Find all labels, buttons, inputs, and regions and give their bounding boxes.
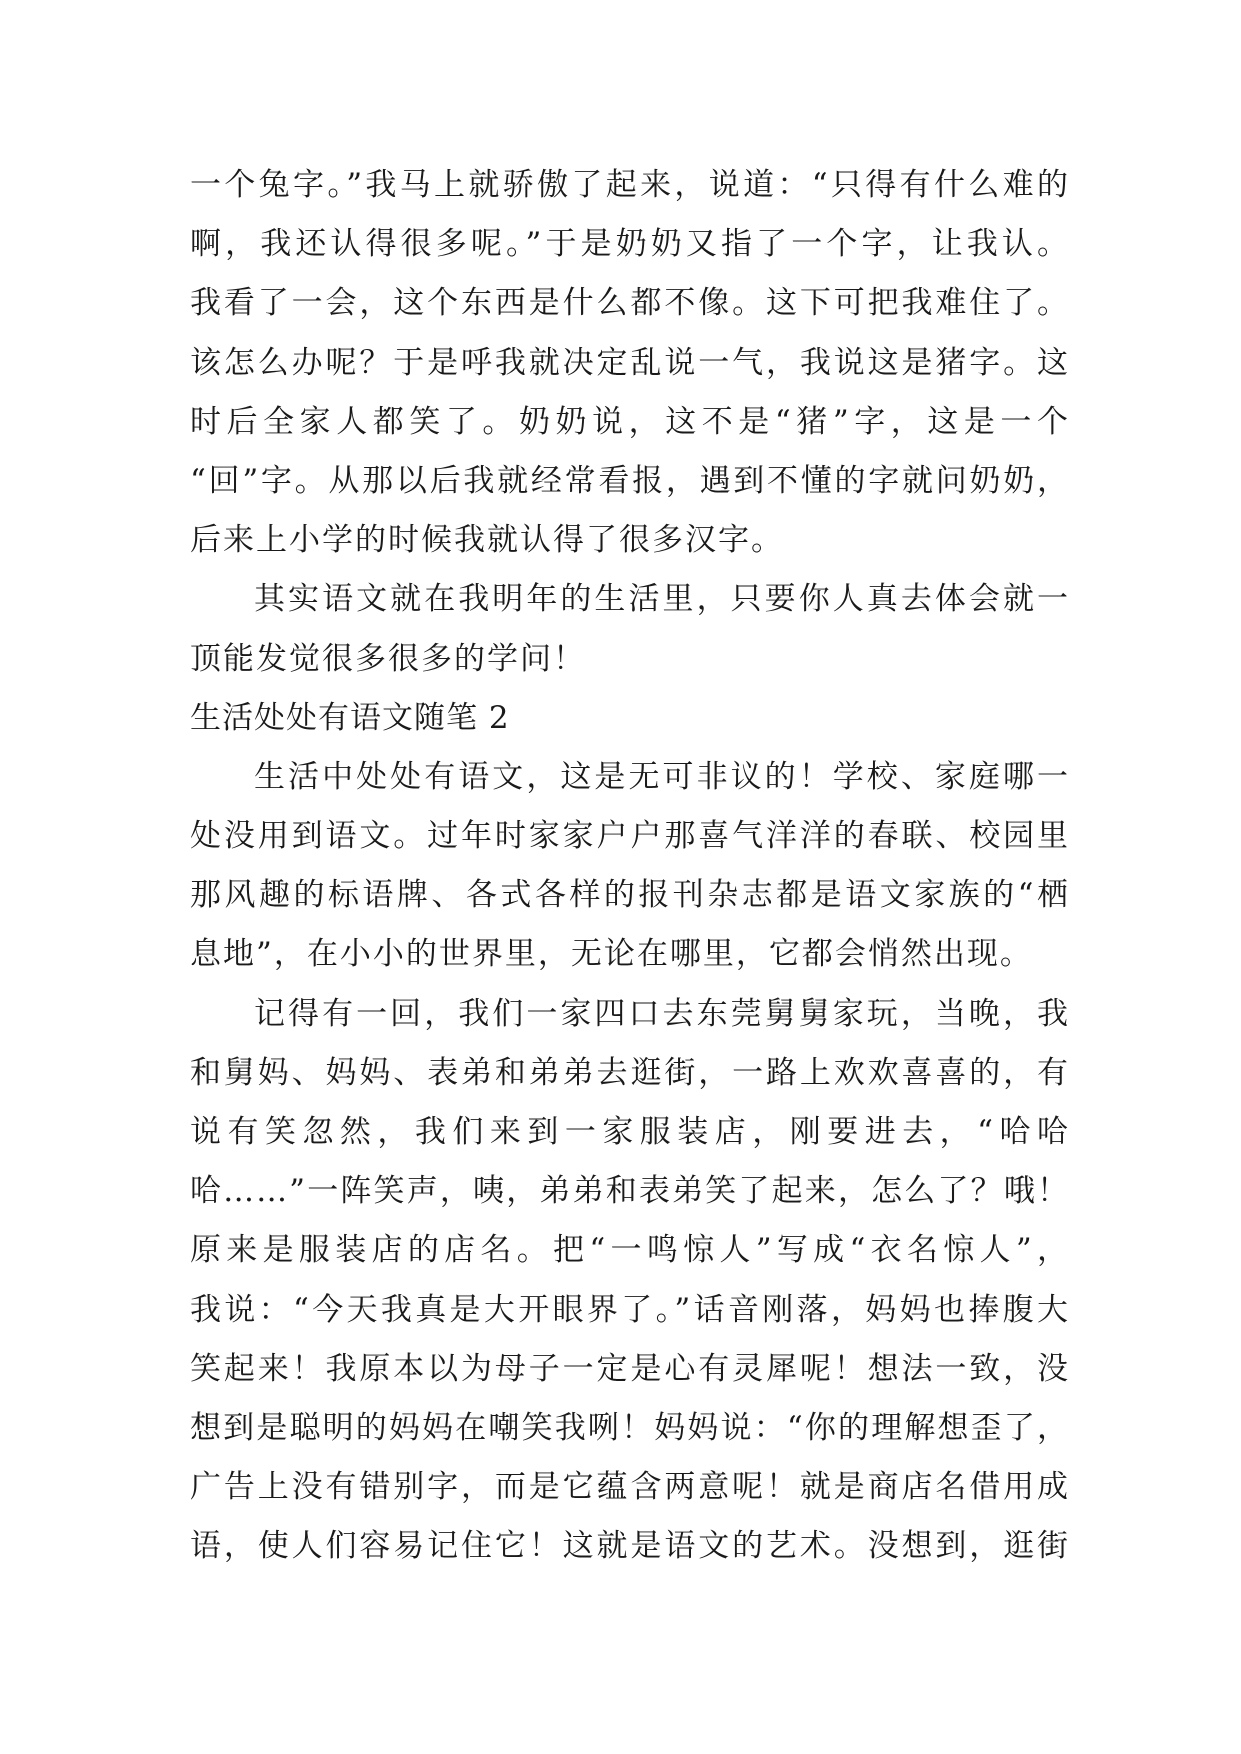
document-body — [190, 156, 1070, 1577]
paragraph-4 — [190, 985, 1070, 1577]
text-line: “回”字。从那以后我就经常看报，遇到不懂的字就问奶奶， — [190, 462, 1070, 499]
text-line: 哈……”一阵笑声，咦，弟弟和表弟笑了起来，怎么了？哦！ — [190, 1173, 1070, 1210]
paragraph-1 — [190, 156, 1070, 570]
text-line: 想到是聪明的妈妈在嘲笑我咧！妈妈说：“你的理解想歪了， — [190, 1409, 1070, 1446]
text-line: 和舅妈、妈妈、表弟和弟弟去逛街，一路上欢欢喜喜的，有 — [190, 1054, 1070, 1091]
text-line: 其实语文就在我明年的生活里，只要你人真去体会就一 — [254, 581, 1070, 618]
text-line: 记得有一回，我们一家四口去东莞舅舅家玩，当晚，我 — [254, 995, 1070, 1032]
text-line: 息地”，在小小的世界里，无论在哪里，它都会悄然出现。 — [190, 936, 1033, 973]
text-line: 那风趣的标语牌、各式各样的报刊杂志都是语文家族的“栖 — [190, 877, 1070, 914]
text-line: 该怎么办呢？于是呼我就决定乱说一气，我说这是猪字。这 — [190, 344, 1070, 381]
text-line: 啊，我还认得很多呢。”于是奶奶又指了一个字，让我认。 — [190, 226, 1070, 263]
text-line: 说有笑忽然，我们来到一家服装店，刚要进去，“哈哈 — [190, 1114, 1070, 1150]
text-line: 后来上小学的时候我就认得了很多汉字。 — [190, 522, 784, 559]
text-line: 语，使人们容易记住它！这就是语文的艺术。没想到，逛街 — [190, 1528, 1070, 1565]
text-line: 原来是服装店的店名。把“一鸣惊人”写成“衣名惊人”， — [190, 1232, 1070, 1269]
text-line: 一个兔字。”我马上就骄傲了起来，说道：“只得有什么难的 — [190, 167, 1070, 203]
section-title: 生活处处有语文随笔 2 — [190, 699, 510, 736]
text-line: 时后全家人都笑了。奶奶说，这不是“猪”字，这是一个 — [190, 403, 1070, 440]
paragraph-2 — [190, 570, 1070, 688]
text-line: 生活中处处有语文，这是无可非议的！学校、家庭哪一 — [254, 758, 1070, 795]
text-line: 顶能发觉很多很多的学问！ — [190, 640, 586, 677]
text-line: 我说：“今天我真是大开眼界了。”话音刚落，妈妈也捧腹大 — [190, 1291, 1070, 1328]
paragraph-3 — [190, 748, 1070, 985]
text-line: 我看了一会，这个东西是什么都不像。这下可把我难住了。 — [190, 285, 1070, 322]
text-line: 笑起来！我原本以为母子一定是心有灵犀呢！想法一致，没 — [190, 1350, 1070, 1387]
text-line: 处没用到语文。过年时家家户户那喜气洋洋的春联、校园里 — [190, 818, 1070, 855]
text-line: 广告上没有错别字，而是它蕴含两意呢！就是商店名借用成 — [190, 1469, 1070, 1506]
